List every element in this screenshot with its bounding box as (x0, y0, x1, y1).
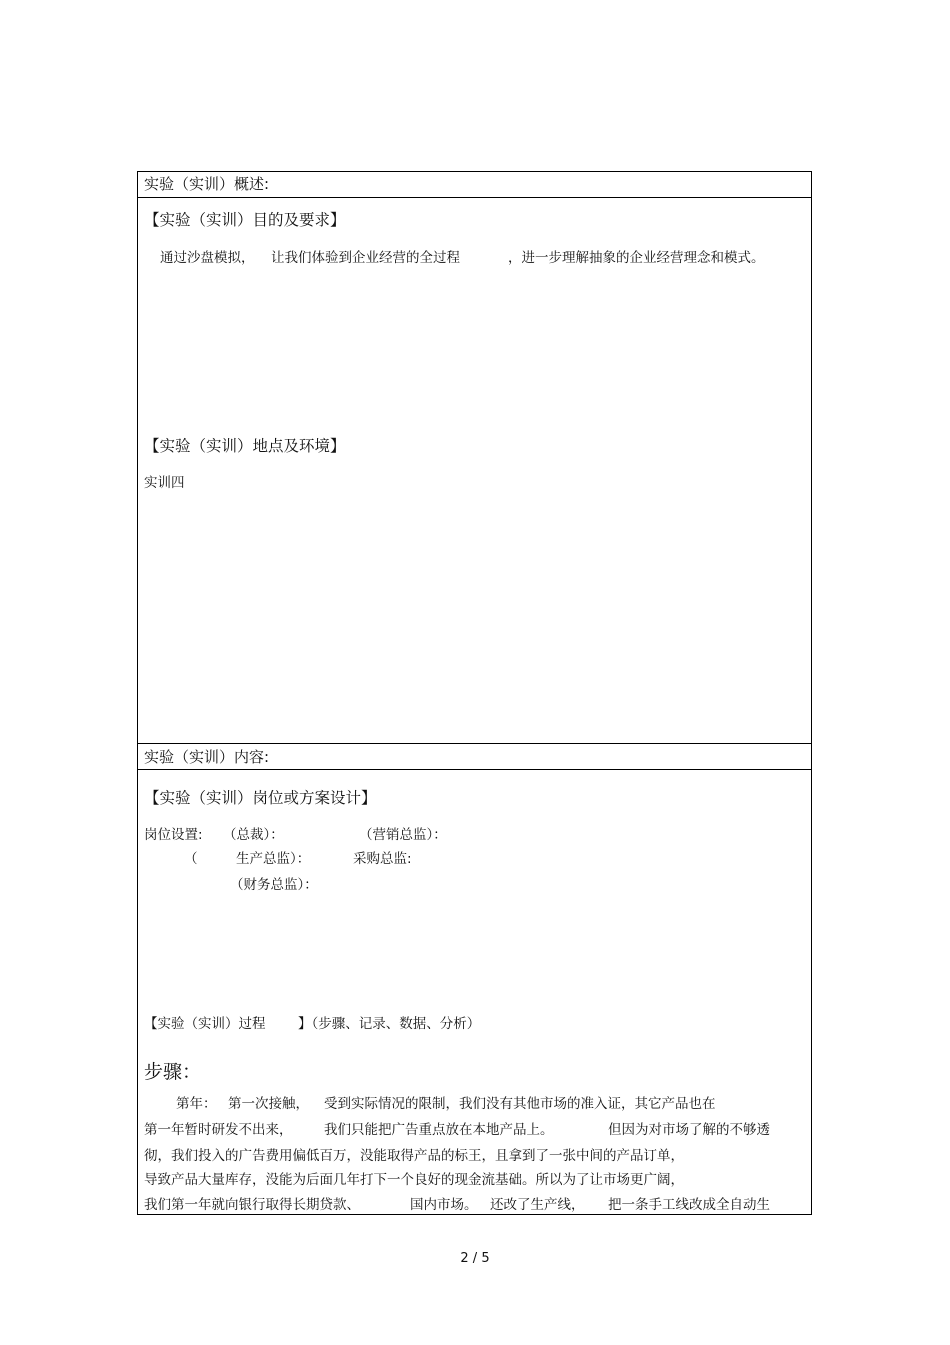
location-value: 实训四 (144, 475, 185, 491)
role-finance: （财务总监）： (230, 877, 318, 893)
steps-line4: 导致产品大量库存，没能为后面几年打下一个良好的现金流基础。所以为了让市场更广阔， (144, 1172, 684, 1188)
steps-line5-a: 我们第一年就向银行取得长期贷款、 (144, 1197, 360, 1213)
location-title: 【实验（实训）地点及环境】 (144, 437, 346, 455)
purpose-text-b: 让我们体验到企业经营的全过程 (271, 250, 460, 266)
overview-header-text: 实验（实训）概述: (144, 175, 270, 193)
role-open-paren: （ (184, 851, 198, 867)
overview-header (138, 172, 811, 198)
purpose-text-c: ，进一步理解抽象的企业经营理念和模式。 (508, 250, 765, 266)
page-number: 2 / 5 (460, 1251, 490, 1266)
roles-label: 岗位设置: (144, 827, 203, 843)
steps-line5-d: 把一条手工线改成全自动生 (608, 1197, 770, 1213)
process-title-a: 【实验（实训）过程 (144, 1016, 266, 1032)
content-header (138, 743, 811, 770)
steps-line5-c: 还改了生产线， (490, 1197, 585, 1213)
purpose-text-a: 通过沙盘模拟， (160, 250, 255, 266)
report-table (137, 171, 812, 1215)
content-header-text: 实验（实训）内容: (144, 748, 270, 766)
roles-title: 【实验（实训）岗位或方案设计】 (144, 789, 377, 807)
steps-line1-c: 受到实际情况的限制，我们没有其他市场的准入证，其它产品也在 (324, 1096, 716, 1112)
process-title-b: 】（步骤、记录、数据、分析） (298, 1016, 481, 1032)
role-purchasing: 采购总监: (353, 851, 412, 867)
role-ceo: （总裁）： (223, 827, 284, 843)
purpose-title: 【实验（实训）目的及要求】 (144, 211, 346, 229)
steps-line1-b: 第一次接触， (228, 1096, 309, 1112)
steps-line2-b: 我们只能把广告重点放在本地产品上。 (324, 1122, 554, 1138)
steps-line2-c: 但因为对市场了解的不够透 (608, 1122, 770, 1138)
role-production: 生产总监）： (236, 851, 311, 867)
steps-line3: 彻，我们投入的广告费用偏低百万，没能取得产品的标王，且拿到了一张中间的产品订单， (144, 1148, 684, 1164)
steps-line2-a: 第一年暂时研发不出来， (144, 1122, 293, 1138)
steps-line1-a: 第年： (176, 1096, 217, 1112)
role-marketing: （营销总监）： (359, 827, 447, 843)
steps-line5-b: 国内市场。 (410, 1197, 478, 1213)
steps-title: 步骤： (144, 1061, 202, 1083)
